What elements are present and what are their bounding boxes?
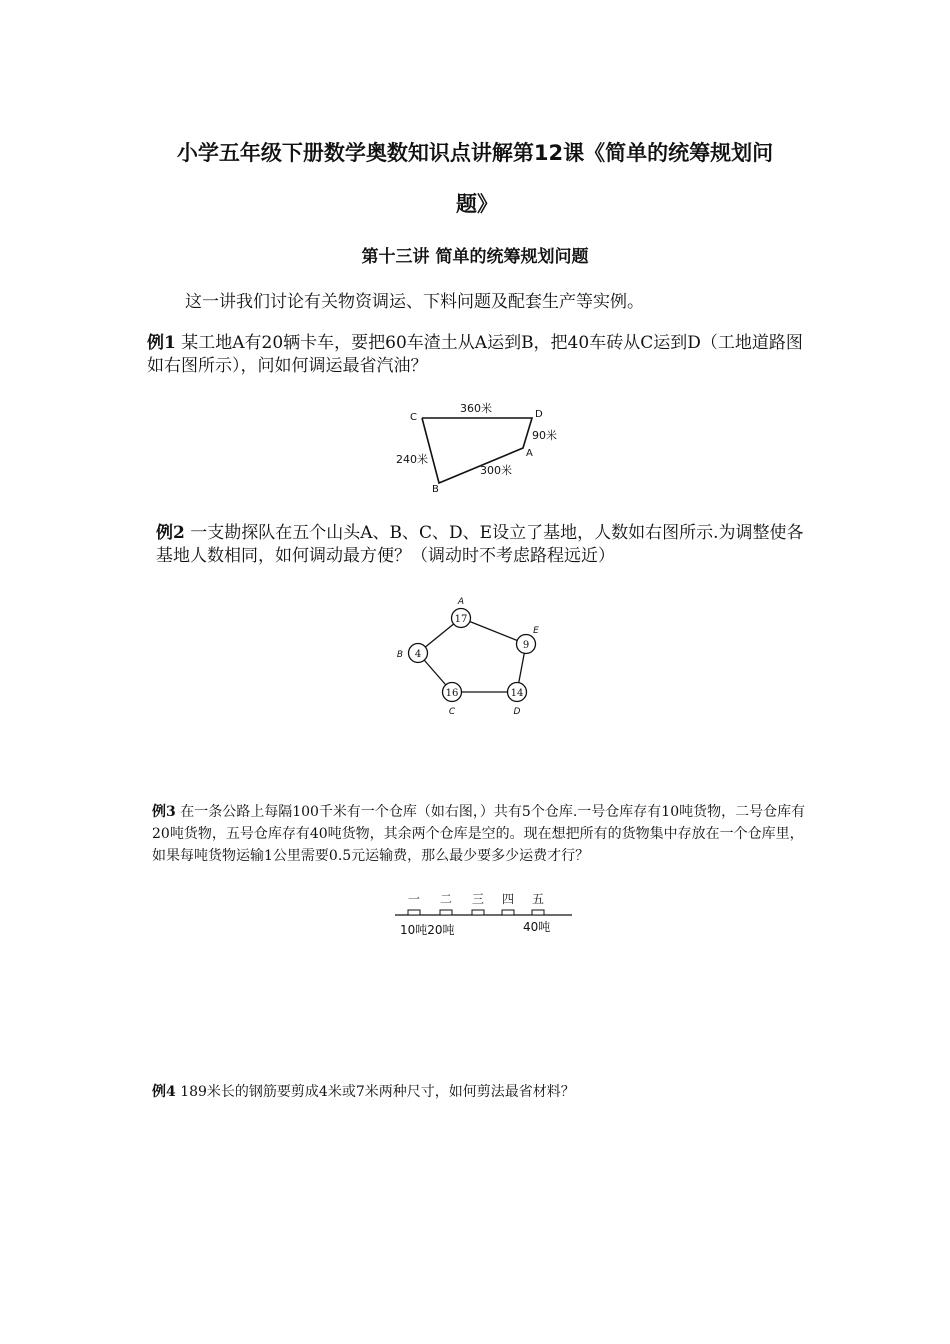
node-c-value: 16 [445, 688, 459, 699]
node-d-value: 14 [510, 688, 524, 699]
warehouse-5-box [532, 910, 544, 915]
warehouse-2-box [440, 910, 452, 915]
warehouse-3-label: 三 [471, 892, 485, 906]
node-e-name: E [533, 626, 539, 636]
example-4-text: 189米长的钢筋要剪成4米或7米两种尺寸，如何剪法最省材料？ [180, 1084, 575, 1100]
example-1-road-diagram [380, 390, 580, 500]
example-2-label: 例2 [156, 523, 185, 543]
warehouse-2-label: 二 [439, 892, 453, 906]
vertex-a-label: A [526, 448, 533, 459]
warehouse-1-box [408, 910, 420, 915]
tonnage-left-label: 10吨20吨 [400, 923, 455, 937]
node-e-value: 9 [522, 640, 530, 651]
node-d-name: D [513, 707, 521, 717]
intro-paragraph: 这一讲我们讨论有关物资调运、下料问题及配套生产等实例。 [185, 292, 644, 312]
node-c-name: C [448, 707, 456, 717]
example-4-label: 例4 [152, 1084, 176, 1100]
example-3 [152, 801, 812, 867]
node-b-name: B [396, 650, 404, 660]
lecture-heading: 第十三讲 简单的统筹规划问题 [361, 247, 589, 267]
warehouse-3-box [472, 910, 484, 915]
node-a-name: A [457, 597, 465, 607]
example-1-label: 例1 [147, 333, 176, 353]
example-3-label: 例3 [152, 804, 176, 820]
example-2 [156, 522, 806, 568]
example-4 [152, 1081, 812, 1103]
document-title-line-2-text: 题》 [456, 192, 498, 216]
vertex-b-label: B [432, 484, 439, 495]
tonnage-right-label: 40吨 [523, 920, 551, 934]
warehouse-4-label: 四 [501, 892, 515, 906]
node-b-value: 4 [414, 649, 422, 660]
node-a-value: 17 [454, 614, 468, 625]
edge-da-length: 90米 [532, 429, 557, 442]
example-2-camp-diagram [390, 590, 560, 720]
vertex-d-label: D [535, 409, 543, 420]
road-path [422, 418, 532, 483]
example-2-text: 一支勘探队在五个山头A、B、C、D、E设立了基地，人数如右图所示.为调整使各基地人数相同，如何调动最方便？（调动时不考虑路程远近） [156, 523, 804, 566]
edge-cd-length: 360米 [460, 402, 492, 415]
example-3-warehouse-diagram [390, 885, 580, 945]
example-1-text: 某工地A有20辆卡车，要把60车渣土从A运到B，把40车砖从C运到D（工地道路图如右图所示），问如何调运最省汽油？ [147, 333, 803, 376]
edge-ab-length: 300米 [480, 464, 512, 477]
example-1 [147, 332, 807, 378]
warehouse-5-label: 五 [531, 892, 545, 906]
vertex-c-label: C [410, 412, 417, 423]
document-title-line-1: 小学五年级下册数学奥数知识点讲解第12课《简单的统筹规划问 [176, 141, 774, 165]
edge-a-e [461, 618, 526, 644]
warehouse-1-label: 一 [407, 892, 421, 906]
warehouse-4-box [502, 910, 514, 915]
edge-bc-length: 240米 [396, 453, 428, 466]
example-3-text: 在一条公路上每隔100千米有一个仓库（如右图，）共有5个仓库.一号仓库存有10吨货物，二号仓库有20吨货物，五号仓库存有40吨货物，其余两个仓库是空的。现在想把所有的货物集中存放在一个仓库里，如果每吨货物运输1公里需要0.5元运输费，那么最少要多少运费才行？ [152, 804, 806, 864]
